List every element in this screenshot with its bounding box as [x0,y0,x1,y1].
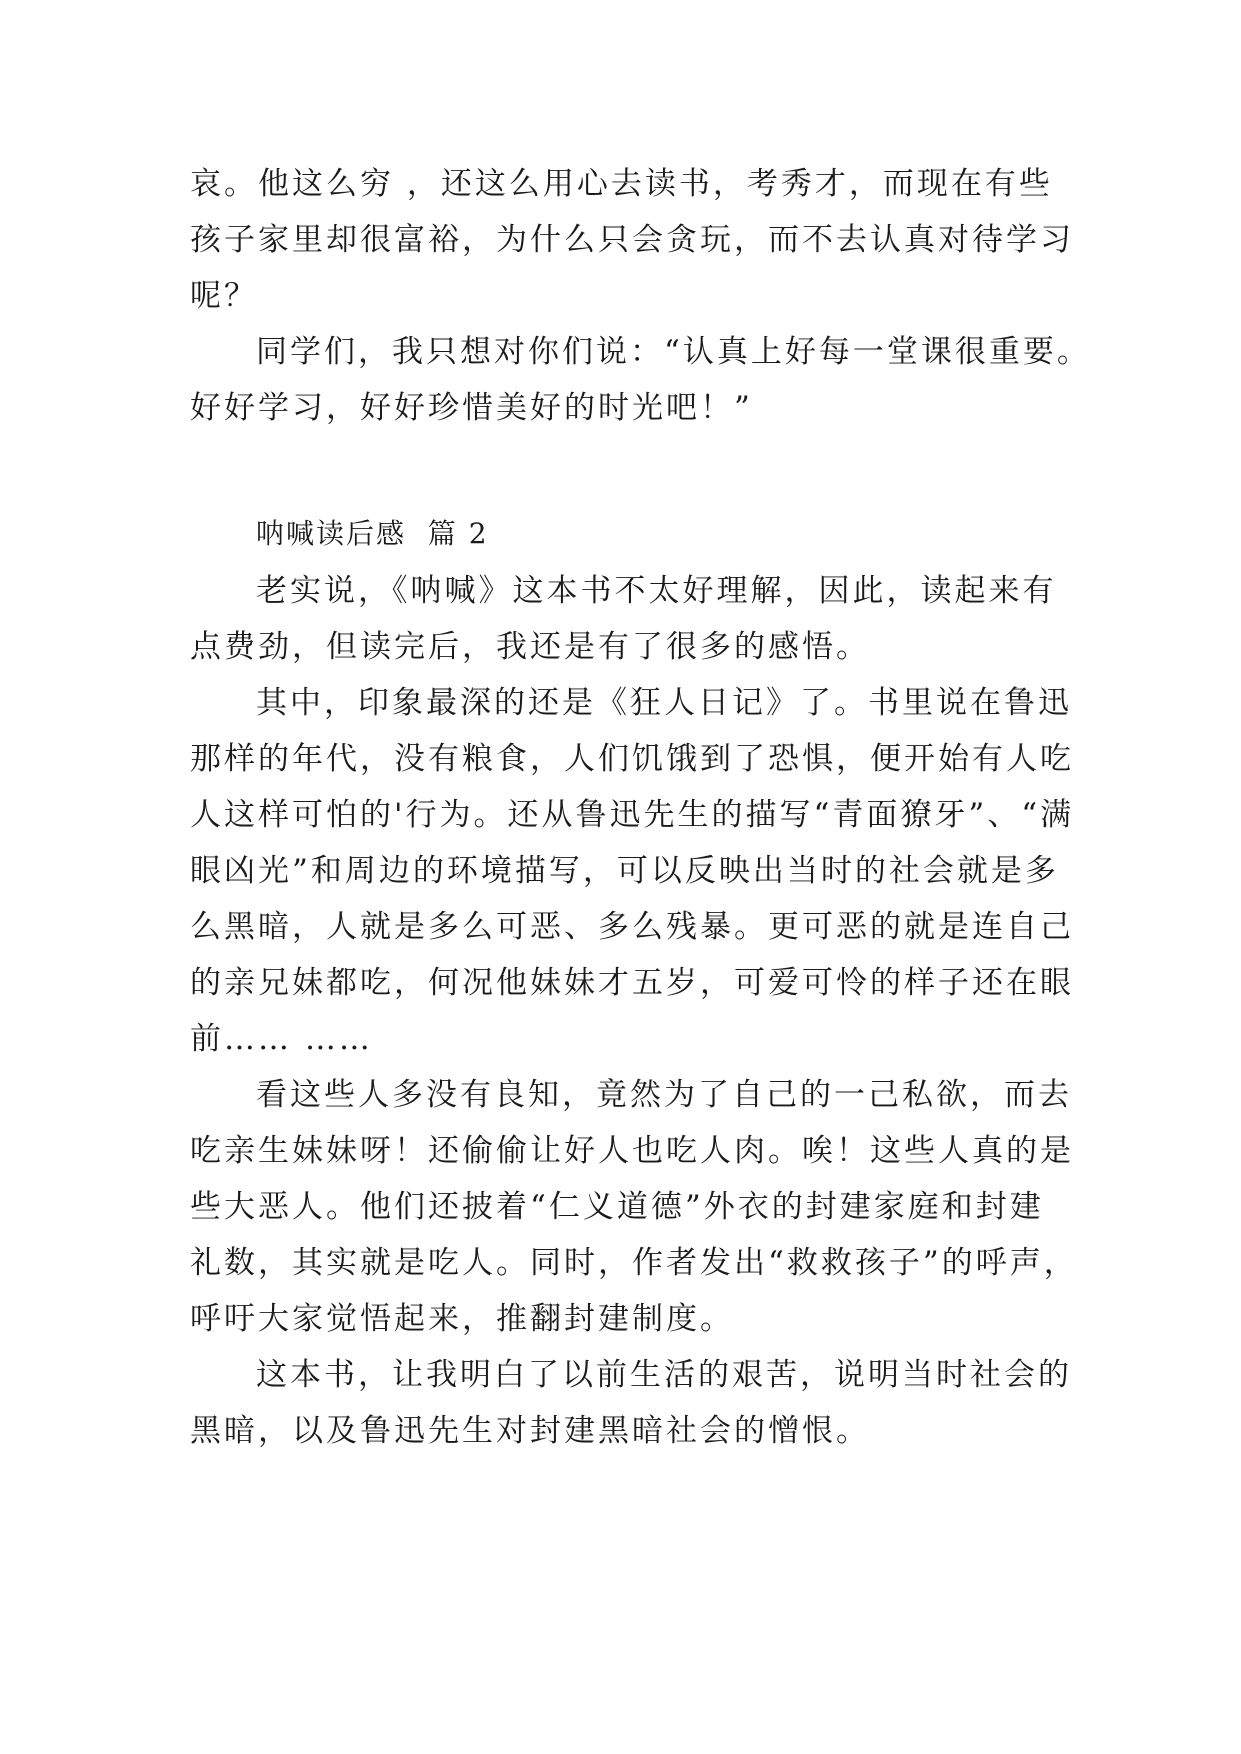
text-line: 些大恶人。他们还披着“仁义道德”外衣的封建家庭和封建 [190,1189,1044,1225]
text-line: 前…… …… [190,1021,373,1057]
paragraph-diary [190,675,1075,1067]
text-line: 么黑暗，人就是多么可恶、多么残暴。更可恶的就是连自己 [190,909,1074,945]
text-line: 同学们，我只想对你们说：“认真上好每一堂课很重要。 [256,334,1091,370]
text-line: 呼吁大家觉悟起来，推翻封建制度。 [190,1301,734,1337]
section-heading: 呐喊读后感 篇 2 [256,517,489,550]
text-line: 黑暗，以及鲁迅先生对封建黑暗社会的憎恨。 [190,1413,870,1449]
section2-body [190,563,1078,1459]
text-line: 的亲兄妹都吃，何况他妹妹才五岁，可爱可怜的样子还在眼 [190,965,1074,1001]
paragraph-reflection [190,1067,1078,1347]
section1-body [190,156,1091,436]
text-line: 其中，印象最深的还是《狂人日记》了。书里说在鲁迅 [256,685,1072,721]
text-line: 哀。他这么穷 ，还这么用心去读书，考秀才，而现在有些 [190,166,1053,202]
text-line: 这本书，让我明白了以前生活的艰苦，说明当时社会的 [256,1357,1072,1393]
text-line: 老实说，《呐喊》这本书不太好理解，因此，读起来有 [256,573,1057,609]
paragraph-closing [190,324,1091,436]
text-line: 礼数，其实就是吃人。同时，作者发出“救救孩子”的呼声， [190,1245,1078,1281]
text-line: 看这些人多没有良知，竟然为了自己的一己私欲，而去 [256,1077,1072,1113]
text-line: 吃亲生妹妹呀！还偷偷让好人也吃人肉。唉！这些人真的是 [190,1133,1074,1169]
text-line: 呢？ [190,278,258,314]
paragraph-intro [190,563,1070,675]
text-line: 人这样可怕的'行为。还从鲁迅先生的描写“青面獠牙”、“满 [190,797,1075,833]
text-line: 好好学习，好好珍惜美好的时光吧！” [190,390,753,426]
paragraph-conclusion [190,1347,1070,1459]
text-line: 那样的年代，没有粮食，人们饥饿到了恐惧，便开始有人吃 [190,741,1074,777]
paragraph-continuation [190,156,1074,324]
text-line: 眼凶光”和周边的环境描写，可以反映出当时的社会就是多 [190,853,1059,889]
text-line: 点费劲，但读完后，我还是有了很多的感悟。 [190,629,870,665]
text-line: 孩子家里却很富裕，为什么只会贪玩，而不去认真对待学习 [190,222,1074,258]
